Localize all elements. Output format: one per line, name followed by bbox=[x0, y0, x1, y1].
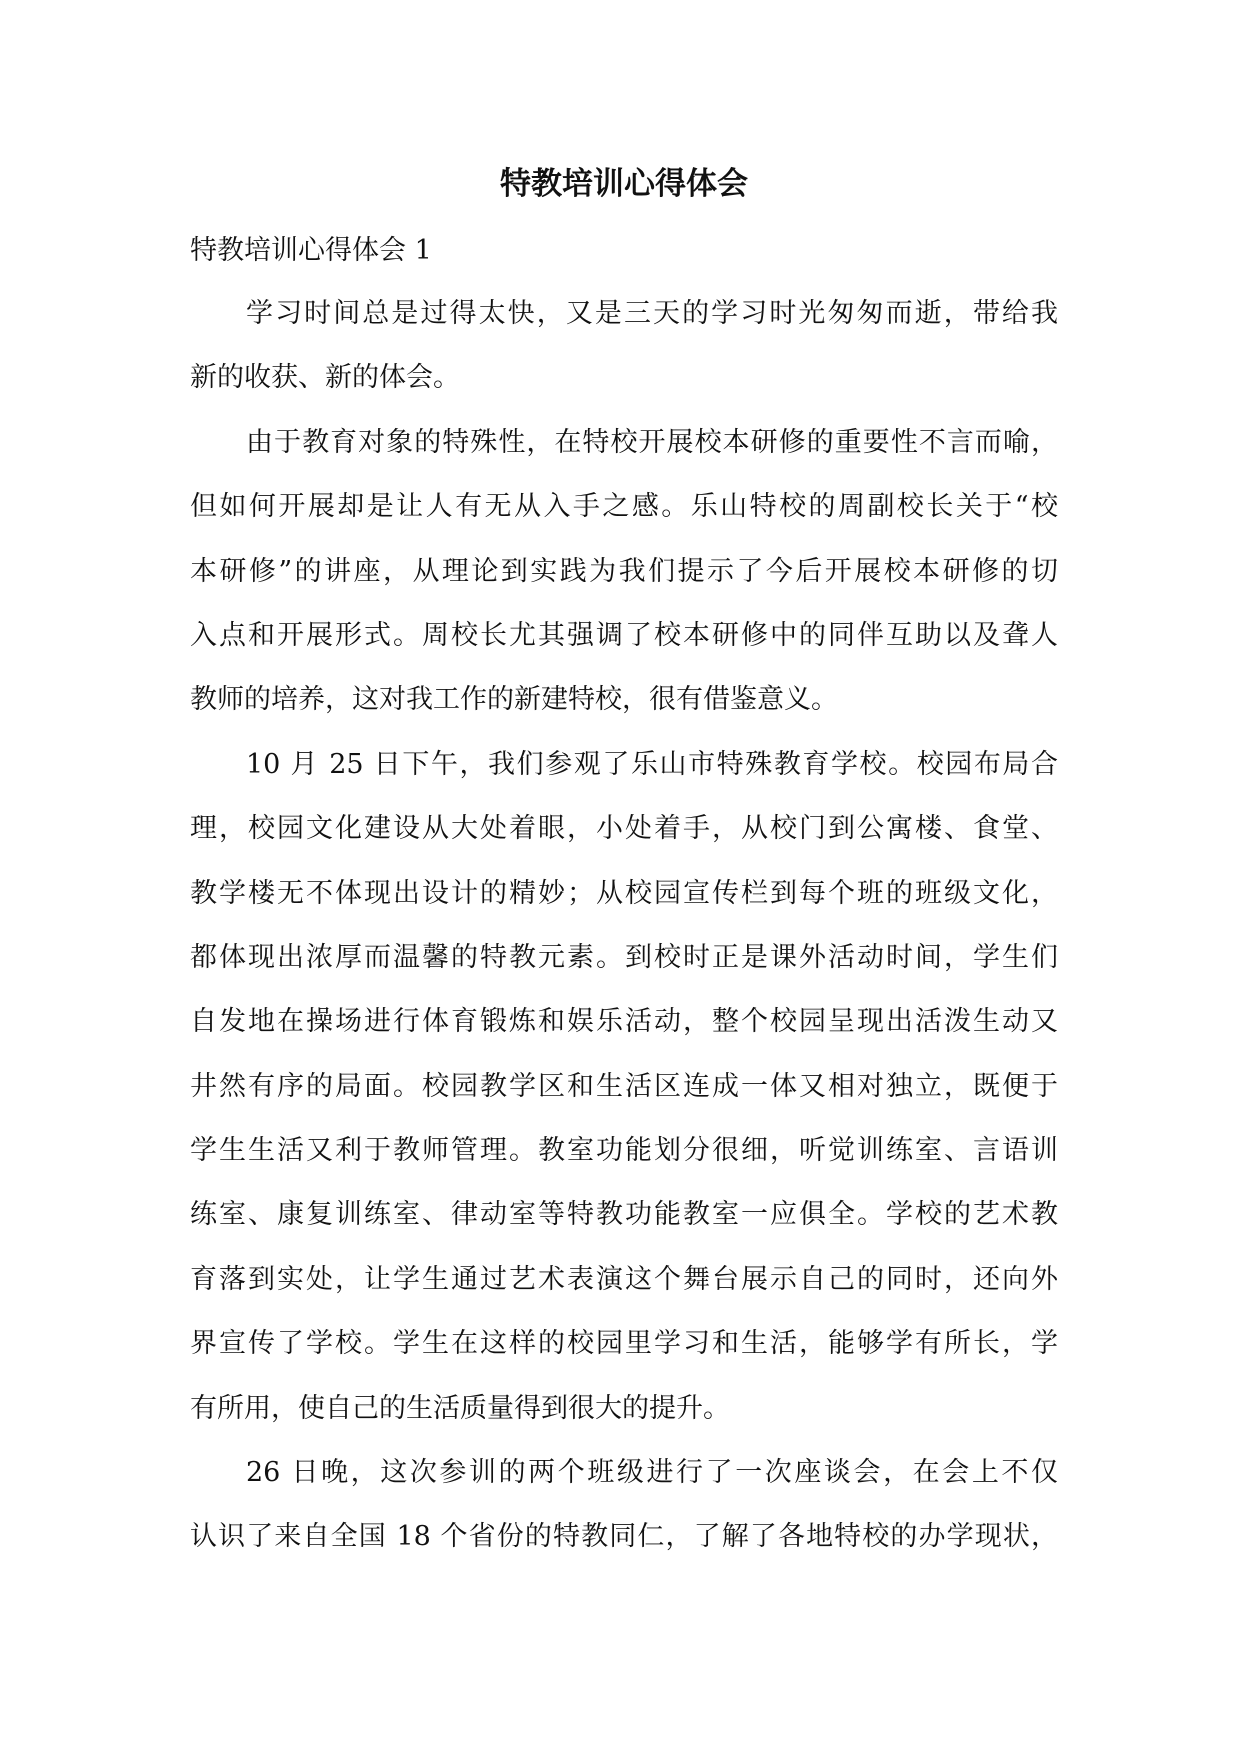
paragraph-line: 界宣传了学校。学生在这样的校园里学习和生活，能够学有所长，学 bbox=[190, 1328, 1058, 1360]
paragraph-line: 井然有序的局面。校园教学区和生活区连成一体又相对独立，既便于 bbox=[190, 1070, 1058, 1102]
paragraph-line: 教师的培养，这对我工作的新建特校，很有借鉴意义。 bbox=[190, 684, 838, 716]
paragraph-line: 认识了来自全国 18 个省份的特教同仁，了解了各地特校的办学现状， bbox=[190, 1521, 1058, 1553]
paragraph-line: 26 日晚，这次参训的两个班级进行了一次座谈会，在会上不仅 bbox=[246, 1457, 1058, 1489]
paragraph-line: 但如何开展却是让人有无从入手之感。乐山特校的周副校长关于“校 bbox=[190, 491, 1058, 523]
paragraph-2 bbox=[190, 411, 1058, 733]
paragraph-line: 练室、康复训练室、律动室等特教功能教室一应俱全。学校的艺术教 bbox=[190, 1199, 1058, 1231]
paragraph-line: 理，校园文化建设从大处着眼，小处着手，从校门到公寓楼、食堂、 bbox=[190, 813, 1058, 845]
paragraph-line: 由于教育对象的特殊性，在特校开展校本研修的重要性不言而喻， bbox=[246, 426, 1058, 458]
paragraph-line: 教学楼无不体现出设计的精妙；从校园宣传栏到每个班的班级文化， bbox=[190, 877, 1058, 909]
document-body bbox=[190, 160, 1058, 1570]
paragraph-line: 自发地在操场进行体育锻炼和娱乐活动，整个校园呈现出活泼生动又 bbox=[190, 1006, 1058, 1038]
paragraph-1 bbox=[190, 282, 1058, 411]
paragraph-3 bbox=[190, 733, 1058, 1441]
section-heading: 特教培训心得体会 1 bbox=[190, 235, 432, 266]
paragraph-4 bbox=[190, 1441, 1058, 1570]
paragraph-line: 都体现出浓厚而温馨的特教元素。到校时正是课外活动时间，学生们 bbox=[190, 941, 1058, 973]
paragraph-line: 学生生活又利于教师管理。教室功能划分很细，听觉训练室、言语训 bbox=[190, 1135, 1058, 1167]
document-title: 特教培训心得体会 bbox=[500, 166, 748, 202]
paragraph-line: 有所用，使自己的生活质量得到很大的提升。 bbox=[190, 1392, 730, 1424]
paragraph-line: 入点和开展形式。周校长尤其强调了校本研修中的同伴互助以及聋人 bbox=[190, 619, 1058, 651]
paragraph-line: 本研修”的讲座，从理论到实践为我们提示了今后开展校本研修的切 bbox=[190, 555, 1058, 587]
paragraph-line: 新的收获、新的体会。 bbox=[190, 362, 460, 394]
paragraph-line: 育落到实处，让学生通过艺术表演这个舞台展示自己的同时，还向外 bbox=[190, 1263, 1058, 1295]
paragraph-line: 10 月 25 日下午，我们参观了乐山市特殊教育学校。校园布局合 bbox=[246, 748, 1058, 780]
paragraph-line: 学习时间总是过得太快，又是三天的学习时光匆匆而逝，带给我 bbox=[246, 298, 1058, 329]
